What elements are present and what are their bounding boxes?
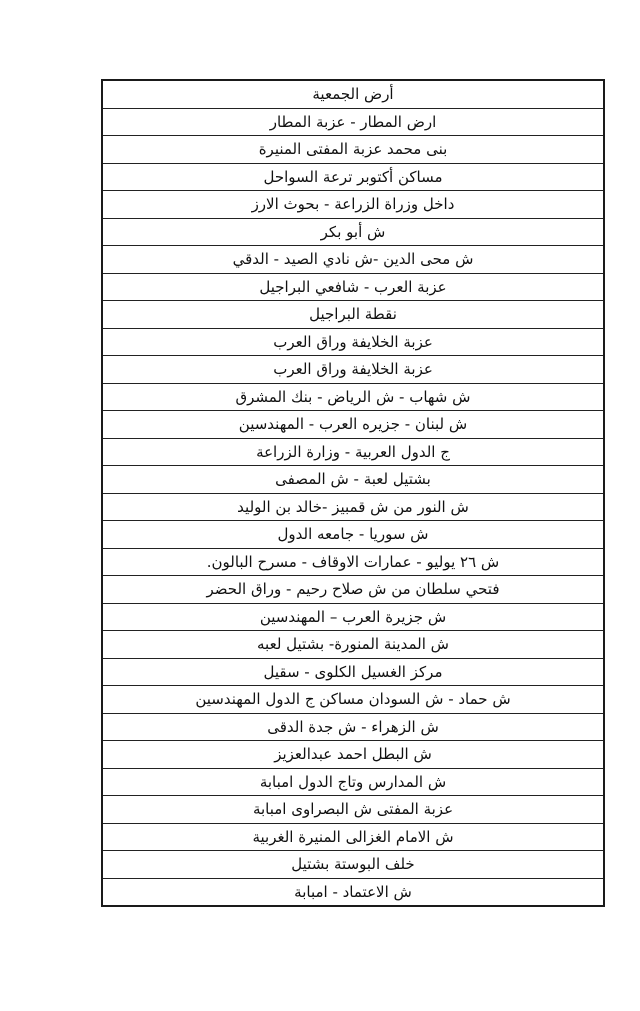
table-row: [103, 768, 603, 796]
table-row: [103, 521, 603, 549]
location-cell: نقطة البراجيل: [103, 301, 603, 329]
table-row: [103, 878, 603, 905]
table-row: [103, 438, 603, 466]
table-row: [103, 191, 603, 219]
location-cell: ش جزيرة العرب – المهندسين: [103, 603, 603, 631]
table-row: [103, 108, 603, 136]
locations-table-frame: [101, 79, 605, 907]
table-row: [103, 823, 603, 851]
table-row: [103, 631, 603, 659]
location-cell: ش شهاب - ش الرياض - بنك المشرق: [103, 383, 603, 411]
location-cell: مركز الغسيل الكلوى - سقيل: [103, 658, 603, 686]
table-row: [103, 136, 603, 164]
location-cell: داخل وزراة الزراعة - بحوث الارز: [103, 191, 603, 219]
table-row: [103, 163, 603, 191]
location-cell: ش الاعتماد - امبابة: [294, 882, 412, 901]
location-cell: عزبة الخلايفة وراق العرب: [103, 356, 603, 384]
table-row: [103, 356, 603, 384]
table-row: [103, 273, 603, 301]
location-cell: ش المدينة المنورة- بشتيل لعبه: [103, 631, 603, 659]
location-cell: بنى محمد عزبة المفتى المنيرة: [103, 136, 603, 164]
location-cell: فتحي سلطان من ش صلاح رحيم - وراق الحضر: [103, 576, 603, 604]
table-row: [103, 493, 603, 521]
location-cell: ش المدارس وتاج الدول امبابة: [103, 768, 603, 796]
table-row: [103, 713, 603, 741]
table-row: [103, 686, 603, 714]
table-row: [103, 246, 603, 274]
location-cell: ج الدول العربية - وزارة الزراعة: [103, 438, 603, 466]
table-row: [103, 548, 603, 576]
location-cell: ش سوريا - جامعه الدول: [103, 521, 603, 549]
table-row: [103, 301, 603, 329]
location-cell: ش محى الدين -ش نادي الصيد - الدقي: [103, 246, 603, 274]
table-row: [103, 741, 603, 769]
location-cell: ارض المطار - عزبة المطار: [103, 108, 603, 136]
table-row: [103, 81, 603, 108]
location-cell: خلف البوستة بشتيل: [103, 851, 603, 879]
location-cell: ش لبنان - جزيره العرب - المهندسين: [103, 411, 603, 439]
location-cell: عزبة العرب - شافعي البراجيل: [103, 273, 603, 301]
table-row: [103, 218, 603, 246]
location-cell: ش ٢٦ يوليو - عمارات الاوقاف - مسرح البالون.: [103, 548, 603, 576]
location-cell: عزبة المفتى ش البصراوى امبابة: [103, 796, 603, 824]
table-row: [103, 796, 603, 824]
table-row: [103, 658, 603, 686]
location-cell: ش أبو بكر: [103, 218, 603, 246]
location-cell: ش البطل احمد عبدالعزيز: [103, 741, 603, 769]
table-row: [103, 466, 603, 494]
table-row: [103, 328, 603, 356]
location-cell: مساكن أكتوبر ترعة السواحل: [103, 163, 603, 191]
table-row: [103, 411, 603, 439]
table-row: [103, 603, 603, 631]
location-cell: ش الامام الغزالى المنيرة الغربية: [103, 823, 603, 851]
table-row: [103, 851, 603, 879]
location-cell: عزبة الخلايفة وراق العرب: [103, 328, 603, 356]
table-body: [103, 81, 603, 905]
location-cell: ش الزهراء - ش جدة الدقى: [103, 713, 603, 741]
location-cell: أرض الجمعية: [103, 81, 603, 108]
location-cell: ش النور من ش قمبيز -خالد بن الوليد: [103, 493, 603, 521]
locations-table: [103, 81, 603, 905]
table-row: [103, 576, 603, 604]
location-cell: ش حماد - ش السودان مساكن ج الدول المهندسين: [103, 686, 603, 714]
table-row: [103, 383, 603, 411]
location-cell: بشتيل لعبة - ش المصفى: [103, 466, 603, 494]
